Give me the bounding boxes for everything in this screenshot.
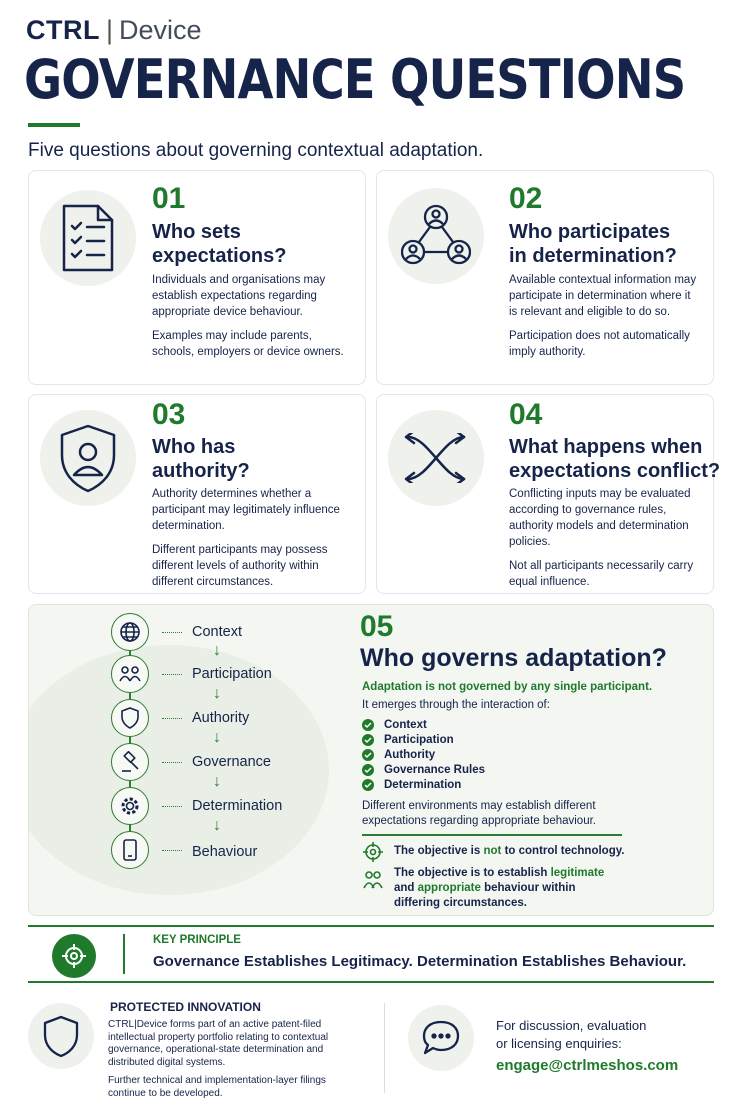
brand-wordmark (26, 14, 202, 46)
connected-people-icon (388, 188, 484, 284)
gear-icon (111, 787, 149, 825)
page-subtitle: Five questions about governing contextual adaptation. (28, 140, 484, 161)
people-icon (362, 869, 384, 896)
check-icon (362, 749, 374, 761)
footer-divider (384, 1003, 385, 1093)
shield-icon (111, 699, 149, 737)
question-number: 02 (509, 182, 543, 215)
flow-step-label: Context (192, 624, 242, 640)
check-item: Context (362, 717, 485, 732)
check-item: Determination (362, 777, 485, 792)
target-icon (52, 934, 96, 978)
brand-ctrl: CTRL (26, 15, 100, 45)
key-principle-label: KEY PRINCIPLE (153, 934, 241, 946)
flow-dotted-link (162, 632, 182, 633)
contact-text: For discussion, evaluation or licensing enquiries: (496, 1018, 647, 1051)
question-title: What happens when expectations conflict? (509, 436, 721, 482)
gavel-icon (111, 743, 149, 781)
question-title: Who participates in determination? (509, 221, 677, 267)
flow-step-label: Governance (192, 754, 271, 770)
check-icon (362, 719, 374, 731)
question-number: 03 (152, 398, 186, 431)
shield-icon (28, 1003, 94, 1069)
question-title: Who has authority? (152, 436, 250, 482)
flow-dotted-link (162, 718, 182, 719)
crossing-arrows-icon (388, 410, 484, 506)
check-item: Participation (362, 732, 485, 747)
question-number: 05 (360, 610, 394, 643)
flow-arrow-icon: ↓ (213, 642, 221, 659)
question-title: Who governs adaptation? (360, 644, 667, 672)
check-icon (362, 779, 374, 791)
flow-dotted-link (162, 674, 182, 675)
question-number: 01 (152, 182, 186, 215)
check-icon (362, 764, 374, 776)
question-body: Authority determines whether a participant may legitimately influence determination. Different participants may possess different levels of authority within different circumstances. (152, 488, 340, 588)
check-item: Authority (362, 747, 485, 762)
q5-objective-2: The objective is to establish legitimate and appropriate behaviour within differing circumstances. (394, 867, 605, 909)
flow-step-label: Participation (192, 666, 272, 682)
people-icon (111, 655, 149, 693)
protected-body: CTRL|Device forms part of an active patent-filed intellectual property portfolio relating to contextual governance, operational-state determination and distributed digital systems. Further technical and implementation-layer filings continue to be developed. (108, 1019, 329, 1099)
question-body: Available contextual information may participate in determination where it is relevant and eligible to do so. Participation does not automatically imply authority. (509, 274, 697, 358)
protected-label: PROTECTED INNOVATION (110, 1000, 261, 1014)
q5-check-list (362, 717, 485, 792)
flow-arrow-icon: ↓ (213, 729, 221, 746)
check-icon (362, 734, 374, 746)
flow-dotted-link (162, 806, 182, 807)
check-item: Governance Rules (362, 762, 485, 777)
globe-icon (111, 613, 149, 651)
flow-arrow-icon: ↓ (213, 685, 221, 702)
question-title: Who sets expectations? (152, 221, 287, 267)
question-body: Individuals and organisations may establish expectations regarding appropriate device behaviour. Examples may include parents, schools, employers or device owners. (152, 274, 344, 358)
flow-backdrop (28, 642, 329, 895)
target-icon (362, 841, 384, 868)
title-accent-rule (28, 123, 80, 127)
q5-lead: Adaptation is not governed by any single participant. (362, 681, 653, 693)
page-title: GOVERNANCE QUESTIONS (24, 48, 686, 111)
flow-step-label: Determination (192, 798, 283, 814)
shield-user-icon (40, 410, 136, 506)
smartphone-icon (111, 831, 149, 869)
flow-arrow-icon: ↓ (213, 817, 221, 834)
question-body: Conflicting inputs may be evaluated according to governance rules, authority models and determination policies. Not all participants necessarily carry equal influence. (509, 488, 694, 588)
q5-divider (362, 834, 622, 836)
checklist-document-icon (40, 190, 136, 286)
flow-dotted-link (162, 850, 182, 851)
q5-note: Different environments may establish different expectations regarding appropriate behaviour. (362, 800, 596, 827)
flow-step-label: Authority (192, 710, 250, 726)
flow-dotted-link (162, 762, 182, 763)
question-number: 04 (509, 398, 543, 431)
contact-email-link[interactable]: engage@ctrlmeshos.com (496, 1057, 679, 1074)
key-principle-divider (123, 934, 125, 974)
q5-objective-1: The objective is not to control technology. (394, 845, 625, 857)
q5-intro: It emerges through the interaction of: (362, 699, 550, 711)
chat-bubble-icon (408, 1005, 474, 1071)
brand-device: Device (119, 15, 202, 45)
flow-step-label: Behaviour (192, 844, 258, 860)
key-principle-text: Governance Establishes Legitimacy. Determination Establishes Behaviour. (153, 953, 687, 970)
flow-arrow-icon: ↓ (213, 773, 221, 790)
brand-separator: | (105, 15, 113, 45)
